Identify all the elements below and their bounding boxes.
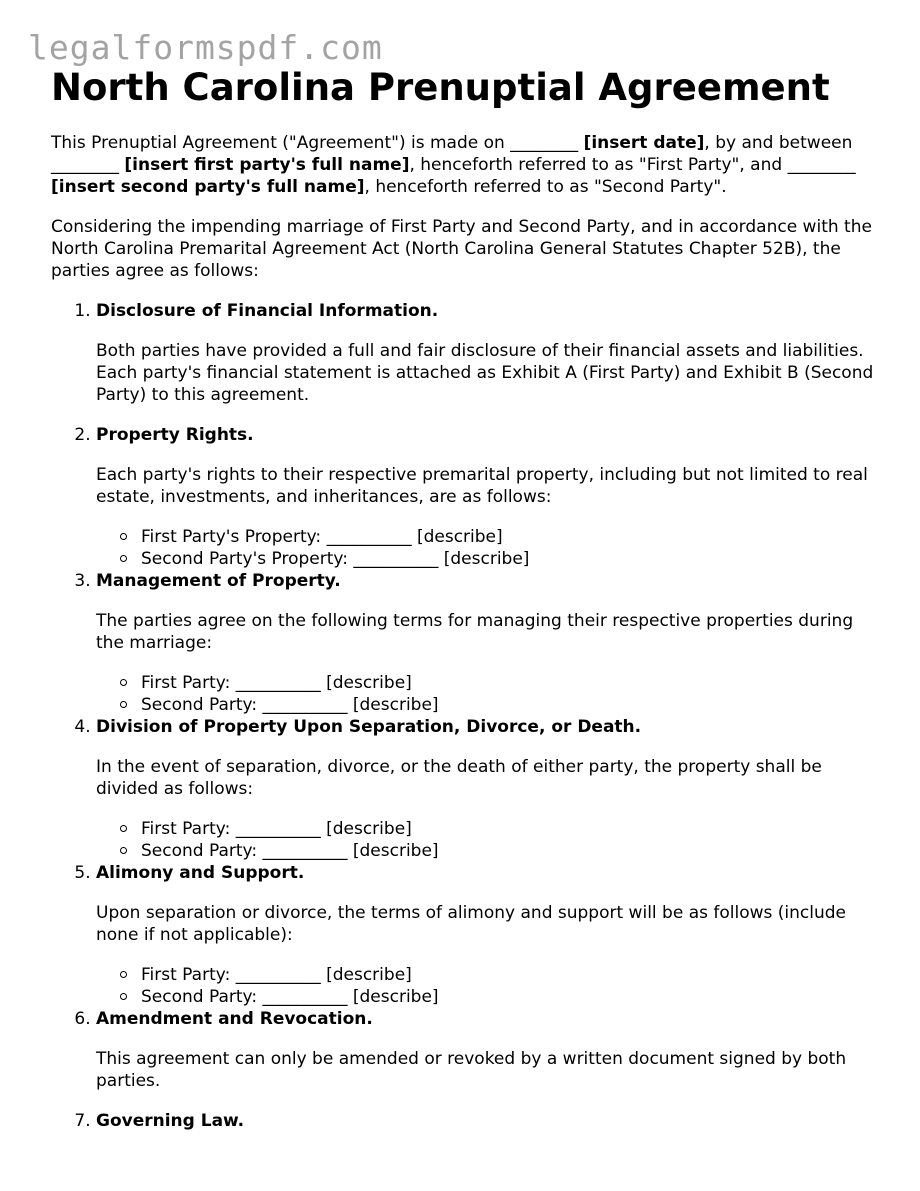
second-party-placeholder: [insert second party's full name]: [51, 177, 365, 197]
list-item: [120, 964, 881, 986]
bullet-icon: [120, 555, 127, 562]
date-placeholder: [insert date]: [583, 133, 705, 153]
bullet-icon: [120, 533, 127, 540]
list-item: [120, 548, 881, 570]
section-management: [96, 570, 881, 716]
section-heading: 7. Governing Law.: [96, 1111, 245, 1131]
first-party-placeholder: [insert first party's full name]: [124, 155, 410, 175]
sub-list: [96, 526, 881, 570]
section-division: [96, 716, 881, 862]
section-heading: 4. Division of Property Upon Separation, Divorce, or Death.: [96, 717, 642, 737]
document-body: [51, 132, 881, 1150]
section-governing-law: [96, 1110, 881, 1132]
sub-list: [96, 818, 881, 862]
section-alimony: [96, 862, 881, 1008]
list-item: [120, 818, 881, 840]
section-heading: 2. Property Rights.: [96, 425, 254, 445]
list-item-text: Second Party: __________ [describe]: [141, 841, 439, 861]
section-amendment: [96, 1008, 881, 1092]
list-item-text: First Party: __________ [describe]: [141, 673, 412, 693]
list-item-text: Second Party: __________ [describe]: [141, 695, 439, 715]
section-body: This agreement can only be amended or revoked by a written document signed by both parties.: [96, 1049, 847, 1091]
list-item: [120, 840, 881, 862]
intro-text: This Prenuptial Agreement ("Agreement") is made on ________: [51, 133, 584, 153]
section-body: The parties agree on the following terms for managing their respective properties during the marriage:: [96, 611, 854, 653]
section-body: Both parties have provided a full and fair disclosure of their financial assets and liabilities. Each party's financial statement is attached as Exhibit A (First Party) and Exhibit B (Second Party) to this agreement.: [96, 341, 874, 405]
sections-list: [51, 300, 881, 1132]
section-body: Upon separation or divorce, the terms of alimony and support will be as follows (include none if not applicable):: [96, 903, 846, 945]
list-item: [120, 986, 881, 1008]
bullet-icon: [120, 847, 127, 854]
intro-text: , henceforth referred to as "First Party", and ________: [409, 155, 856, 175]
list-item-text: First Party: __________ [describe]: [141, 819, 412, 839]
intro-text: , henceforth referred to as "Second Party".: [364, 177, 727, 197]
list-item: [120, 672, 881, 694]
bullet-icon: [120, 701, 127, 708]
intro-text: , by and between ________: [51, 133, 853, 175]
section-disclosure: [96, 300, 881, 406]
sub-list: [96, 964, 881, 1008]
list-item: [120, 526, 881, 548]
page-title: North Carolina Prenuptial Agreement: [51, 66, 830, 109]
section-heading: 1. Disclosure of Financial Information.: [96, 301, 439, 321]
section-heading: 5. Alimony and Support.: [96, 863, 305, 883]
list-item-text: Second Party's Property: __________ [describe]: [141, 549, 530, 569]
bullet-icon: [120, 679, 127, 686]
bullet-icon: [120, 971, 127, 978]
section-property-rights: [96, 424, 881, 570]
intro-paragraph: [51, 132, 881, 198]
bullet-icon: [120, 993, 127, 1000]
list-item-text: First Party: __________ [describe]: [141, 965, 412, 985]
section-heading: 6. Amendment and Revocation.: [96, 1009, 373, 1029]
considering-paragraph: Considering the impending marriage of First Party and Second Party, and in accordance with the North Carolina Premarital Agreement Act (North Carolina General Statutes Chapter 52B), the parties agree as follows:: [51, 217, 872, 281]
list-item-text: Second Party: __________ [describe]: [141, 987, 439, 1007]
list-item: [120, 694, 881, 716]
watermark: legalformspdf.com: [28, 28, 383, 67]
bullet-icon: [120, 825, 127, 832]
sub-list: [96, 672, 881, 716]
section-heading: 3. Management of Property.: [96, 571, 341, 591]
section-body: Each party's rights to their respective premarital property, including but not limited to real estate, investments, and inheritances, are as follows:: [96, 465, 868, 507]
section-body: In the event of separation, divorce, or the death of either party, the property shall be divided as follows:: [96, 757, 822, 799]
list-item-text: First Party's Property: __________ [describe]: [141, 527, 503, 547]
